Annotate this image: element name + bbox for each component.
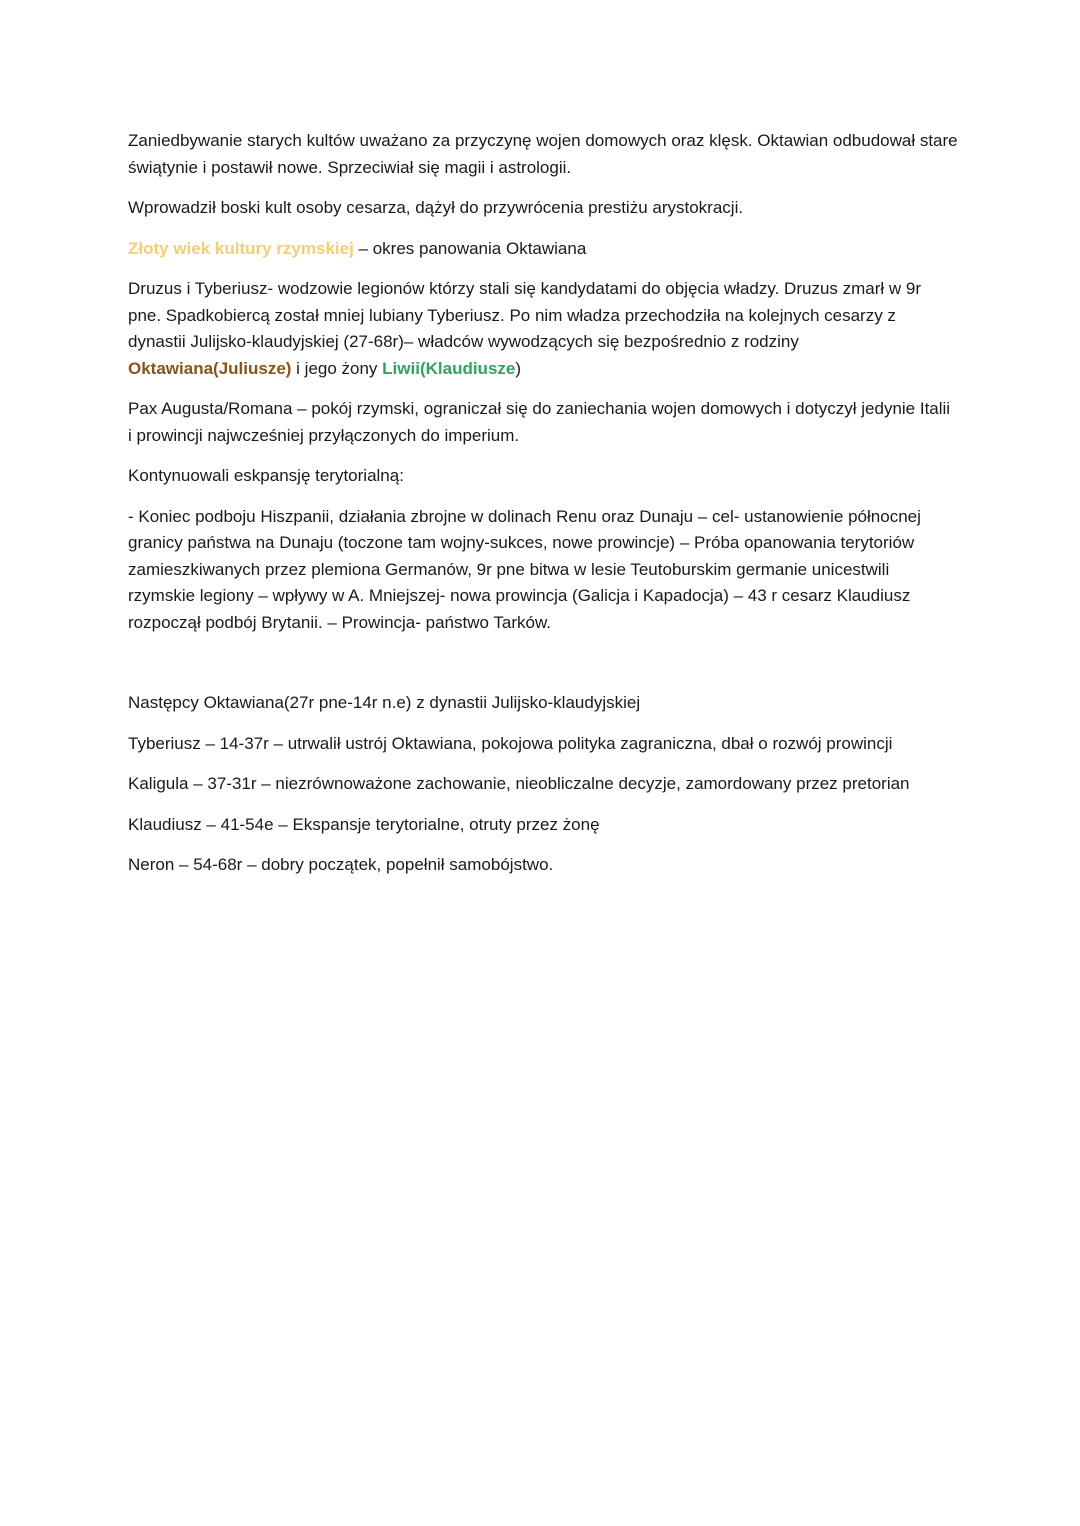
juliusze-highlight: Oktawiana(Juliusze) bbox=[128, 358, 292, 378]
paragraph-tyberiusz: Tyberiusz – 14-37r – utrwalił ustrój Oktawiana, pokojowa polityka zagraniczna, dbał o rozwój prowincji bbox=[128, 733, 893, 753]
paragraph-old-cults: Zaniedbywanie starych kultów uważano za przyczynę wojen domowych oraz klęsk. Oktawian odbudował stare świątynie i postawił nowe. Sprzeciwiał się magii i astrologii. bbox=[128, 131, 958, 177]
druzus-text: Druzus i Tyberiusz- wodzowie legionów którzy stali się kandydatami do objęcia władzy. Druzus zmarł w 9r pne. Spadkobiercą został mniej lubiany Tyberiusz. Po nim władza przechodziła na kolejnych cesarzy z dynastii Julijsko-klaudyjskiej (27-68r)– władców wywodzących się bezpośrednio z rodziny bbox=[128, 279, 922, 351]
paragraph-kaligula: Kaligula – 37-31r – niezrównoważone zachowanie, nieobliczalne decyzje, zamordowany przez pretorian bbox=[128, 774, 910, 793]
paragraph-pax-romana: Pax Augusta/Romana – pokój rzymski, ograniczał się do zaniechania wojen domowych i dotyczył jedynie Italii i prowincji najwcześniej przyłączonych do imperium. bbox=[128, 399, 951, 445]
paragraph-expansion-details: - Koniec podboju Hiszpanii, działania zbrojne w dolinach Renu oraz Dunaju – cel- ustanowienie północnej granicy państwa na Dunaju (toczone tam wojny-sukces, nowe prowincje) – Próba opanowania terytoriów zamieszkiwanych przez plemiona Germanów, 9r pne bitwa w lesie Teutoburskim germanie unicestwili rzymskie legiony – wpływy w A. Mniejszej- nowa prowincja (Galicja i Kapadocja) – 43 r cesarz Klaudiusz rozpoczął podbój Brytanii. – Prowincja- państwo Tarków. bbox=[128, 506, 921, 632]
paragraph-druzus-tyberiusz bbox=[128, 276, 958, 382]
paragraph-klaudiusz: Klaudiusz – 41-54e – Ekspansje terytorialne, otruty przez żonę bbox=[128, 814, 600, 834]
paragraph-emperor-cult: Wprowadził boski kult osoby cesarza, dążył do przywrócenia prestiżu arystokracji. bbox=[128, 198, 744, 217]
paragraph-expansion-heading: Kontynuowali eskpansję terytorialną: bbox=[128, 466, 404, 485]
druzus-end: ) bbox=[515, 358, 522, 378]
paragraph-successors-heading: Następcy Oktawiana(27r pne-14r n.e) z dynastii Julijsko-klaudyjskiej bbox=[128, 693, 641, 712]
paragraph-golden-age bbox=[128, 236, 958, 263]
paragraph-neron: Neron – 54-68r – dobry początek, popełnił samobójstwo. bbox=[128, 855, 554, 874]
druzus-middle: i jego żony bbox=[291, 358, 383, 378]
golden-age-rest: – okres panowania Oktawiana bbox=[353, 238, 587, 258]
document-page bbox=[128, 128, 958, 893]
klaudiusze-highlight: Liwii(Klaudiusze bbox=[382, 358, 516, 378]
golden-age-highlight: Złoty wiek kultury rzymskiej bbox=[128, 238, 354, 258]
